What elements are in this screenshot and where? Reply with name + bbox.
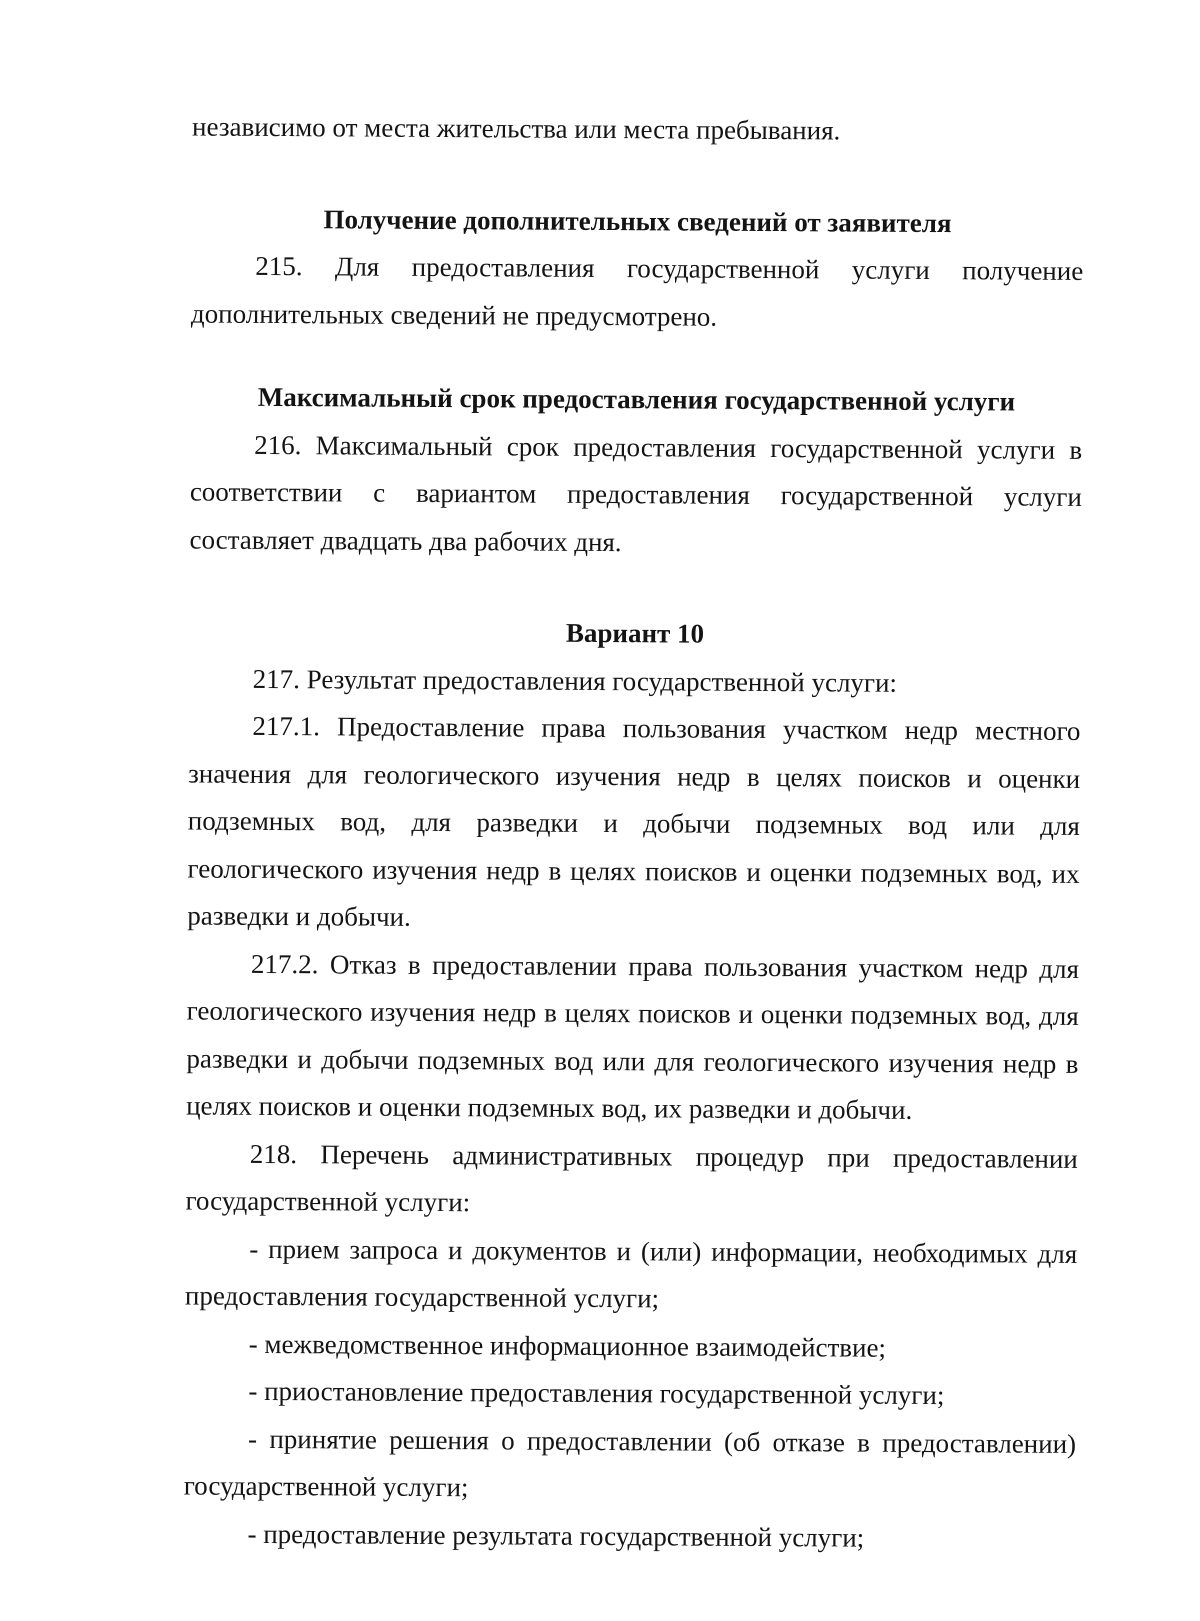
paragraph-216: 216. Максимальный срок предоставления государственной услуги в соответствии с вариантом предоставления государственной услуги составляет двадцать два рабочих дня. xyxy=(189,429,1083,557)
paragraph-217-1: 217.1. Предоставление права пользования участком недр местного значения для геологического изучения недр в целях поисков и оценки подземных вод, для разведки и добычи подземных вод или для геологического изучения недр в целях поисков и оценки подземных вод, их разведки и добычи. xyxy=(187,710,1081,932)
list-item-procedure: - прием запроса и документов и (или) информации, необходимых для предоставления государственной услуги; xyxy=(184,1233,1078,1314)
paragraph-218: 218. Перечень административных процедур при предоставлении государственной услуги: xyxy=(185,1138,1078,1218)
paragraph-215: 215. Для предоставления государственной услуги получение дополнительных сведений не предусмотрено. xyxy=(190,250,1084,332)
paragraph-continuation: независимо от места жительства или места пребывания. xyxy=(192,111,841,146)
spacer xyxy=(191,337,1083,378)
paragraph-217-2: 217.2. Отказ в предоставлении права пользования участком недр для геологического изучения недр в целях поисков и оценки подземных вод, для разведки и добычи подземных вод или для геологического изучения недр в целях поисков и оценки подземных вод, их разведки и добычи. xyxy=(186,948,1080,1125)
spacer xyxy=(192,151,1084,200)
list-item-procedure: - предоставление результата государственной услуги; xyxy=(247,1518,865,1553)
paragraph-217: 217. Результат предоставления государственной услуги: xyxy=(252,663,898,698)
document-body xyxy=(183,103,1084,1562)
list-item-procedure: - приостановление предоставления государственной услуги; xyxy=(248,1375,945,1411)
spacer xyxy=(189,563,1081,612)
list-item-procedure: - принятие решения о предоставлении (об отказе в предоставлении) государственной услуги; xyxy=(183,1423,1077,1503)
section-heading-max-term: Максимальный срок предоставления государственной услуги xyxy=(257,381,1016,417)
list-item-procedure: - межведомственное информационное взаимодействие; xyxy=(248,1328,887,1363)
section-heading-variant-10: Вариант 10 xyxy=(565,617,705,649)
section-heading-additional-info: Получение дополнительных сведений от заявителя xyxy=(323,203,952,238)
